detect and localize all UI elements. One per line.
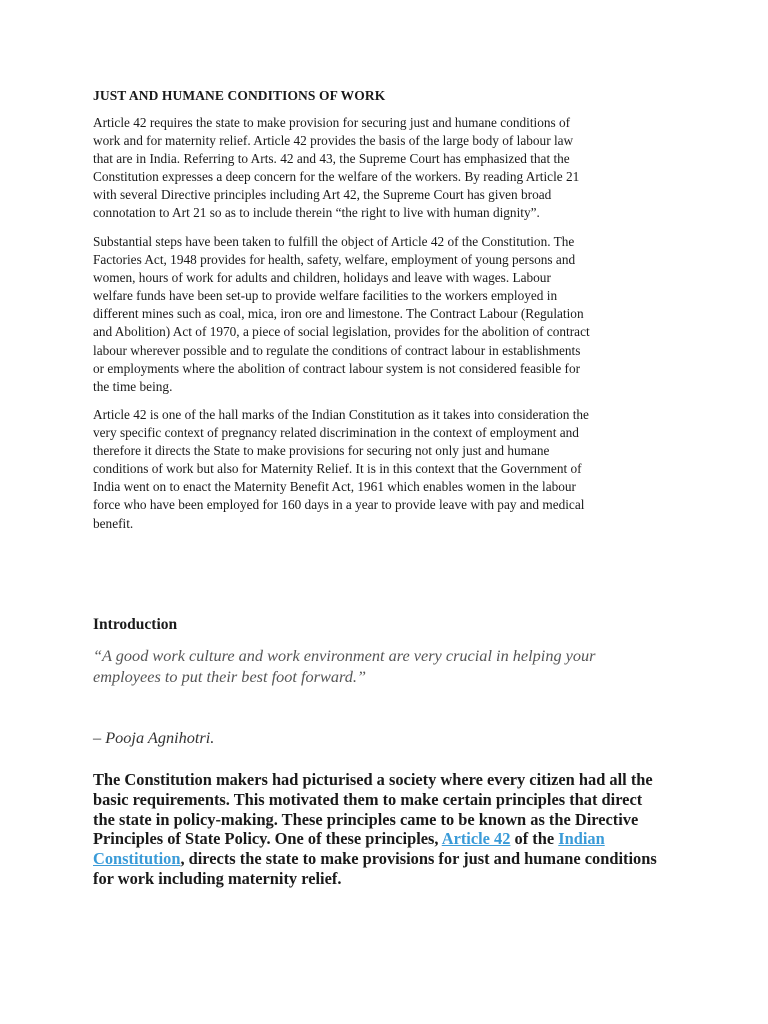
text-line: or employments where the abolition of contract labour system is not considered feasible for <box>93 360 581 376</box>
text-line: Constitution expresses a deep concern for the welfare of the workers. By reading Article 21 <box>93 169 580 185</box>
introduction-heading: Introduction <box>93 616 178 633</box>
text-line: that are in India. Referring to Arts. 42 and 43, the Supreme Court has emphasized that the <box>93 151 570 167</box>
text-segment: of the <box>510 829 559 849</box>
text-line: Factories Act, 1948 provides for health, safety, welfare, employment of young persons and <box>93 252 576 268</box>
indian-constitution-link[interactable]: Indian <box>558 829 605 849</box>
text-line: conditions of work but also for Maternity Relief. It is in this context that the Government of <box>93 461 582 477</box>
text-line: India went on to enact the Maternity Benefit Act, 1961 which enables women in the labour <box>93 479 576 495</box>
text-line: basic requirements. This motivated them to make certain principles that direct <box>93 789 643 809</box>
text-line: The Constitution makers had picturised a society where every citizen had all the <box>93 770 653 789</box>
indian-constitution-link-continued[interactable]: Constitution <box>93 849 181 869</box>
paragraph-substantial-steps <box>93 233 683 396</box>
article-42-link[interactable]: Article 42 <box>441 829 511 849</box>
text-line: different mines such as coal, mica, iron ore and limestone. The Contract Labour (Regulation <box>93 306 584 322</box>
text-line <box>93 829 723 849</box>
text-line: therefore it directs the State to make provisions for securing not only just and humane <box>93 443 550 459</box>
text-line: Article 42 is one of the hall marks of the Indian Constitution as it takes into consideration the <box>93 407 589 422</box>
text-line: and Abolition) Act of 1970, a piece of social legislation, provides for the abolition of contract <box>93 324 590 340</box>
quote-line: “A good work culture and work environment are very crucial in helping your <box>93 646 596 665</box>
text-line: for work including maternity relief. <box>93 868 342 888</box>
text-line: the time being. <box>93 378 173 394</box>
text-line: connotation to Art 21 so as to include therein “the right to live with human dignity”. <box>93 205 540 221</box>
paragraph-hallmarks <box>93 406 683 533</box>
paragraph-article-42-intro <box>93 114 683 223</box>
text-line: force who have been employed for 160 days in a year to provide leave with pay and medical <box>93 497 585 513</box>
text-line: with several Directive principles including Art 42, the Supreme Court has given broad <box>93 187 552 203</box>
text-line: very specific context of pregnancy related discrimination in the context of employment and <box>93 425 579 441</box>
text-line: labour wherever possible and to regulate the conditions of contract labour in establishments <box>93 342 581 358</box>
text-segment: , directs the state to make provisions for just and humane conditions <box>180 849 657 869</box>
text-line: the state in policy-making. These principles came to be known as the Directive <box>93 809 639 829</box>
text-line: women, hours of work for adults and children, holidays and leave with wages. Labour <box>93 270 551 286</box>
quote-line: employees to put their best foot forward.” <box>93 667 366 686</box>
text-line: Substantial steps have been taken to fulfill the object of Article 42 of the Constitution. The <box>93 234 575 249</box>
text-line <box>93 849 723 869</box>
text-line: welfare funds have been set-up to provide welfare facilities to the workers employed in <box>93 288 558 304</box>
quote-author: – Pooja Agnihotri. <box>93 728 215 747</box>
pull-quote <box>93 645 693 687</box>
text-line: Article 42 requires the state to make provision for securing just and humane conditions of <box>93 115 571 130</box>
section-heading: JUST AND HUMANE CONDITIONS OF WORK <box>93 88 386 103</box>
text-line: work and for maternity relief. Article 42 provides the basis of the large body of labour law <box>93 133 574 149</box>
closing-paragraph <box>93 770 723 889</box>
text-segment: Principles of State Policy. One of these principles, <box>93 829 442 849</box>
text-line: benefit. <box>93 515 134 531</box>
